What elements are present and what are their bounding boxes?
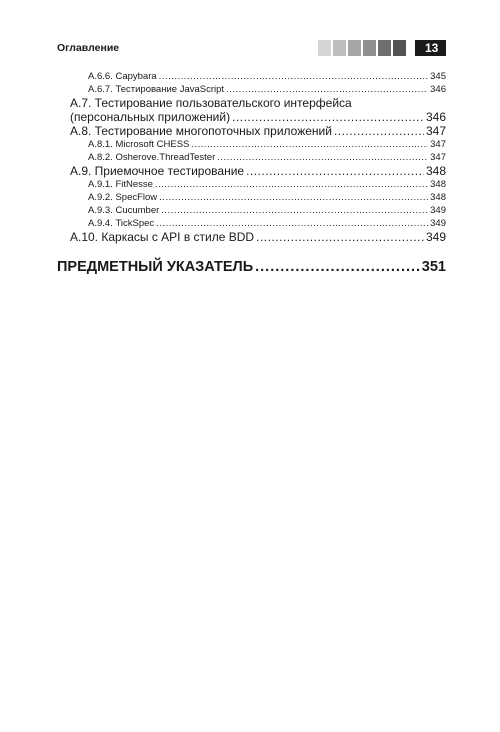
- toc-entry[interactable]: [88, 138, 446, 151]
- header-bar: [378, 40, 391, 56]
- header-bar: [393, 40, 406, 56]
- dot-leader: [155, 178, 428, 191]
- dot-leader: [246, 164, 424, 178]
- toc-entry-page: 348: [425, 164, 446, 178]
- toc-entry-page: 348: [430, 179, 446, 190]
- toc-entry-title: А.8.1. Microsoft CHESS: [88, 139, 190, 150]
- toc-entry[interactable]: [88, 204, 446, 217]
- header-decorative-bars: [318, 40, 406, 56]
- page-number: 13: [415, 40, 446, 56]
- toc-entry-title: А.10. Каркасы с API в стиле BDD: [70, 230, 255, 244]
- toc-entry[interactable]: [70, 96, 446, 110]
- toc-entry[interactable]: [88, 178, 446, 191]
- toc-entry[interactable]: [88, 151, 446, 164]
- dot-leader: [255, 259, 420, 275]
- dot-leader: [161, 204, 428, 217]
- toc-entry[interactable]: [70, 110, 446, 124]
- dot-leader: [232, 110, 424, 124]
- dot-leader: [191, 138, 428, 151]
- running-header: [57, 38, 446, 58]
- toc-entry-title: А.9.1. FitNesse: [88, 179, 153, 190]
- dot-leader: [256, 230, 424, 244]
- dot-leader: [159, 70, 428, 83]
- dot-leader: [217, 151, 428, 164]
- toc-entry-title: ПРЕДМЕТНЫЙ УКАЗАТЕЛЬ: [57, 259, 254, 275]
- toc-entry-page: 347: [430, 152, 446, 163]
- dot-leader: [334, 124, 424, 138]
- toc-entry-title: А.6.6. Capybara: [88, 71, 157, 82]
- toc-entry[interactable]: [70, 124, 446, 138]
- toc-entry-page: 349: [430, 205, 446, 216]
- toc-entry-page: 346: [430, 84, 446, 95]
- toc-entry-subject-index[interactable]: [57, 259, 446, 275]
- toc-entry[interactable]: [88, 217, 446, 230]
- table-of-contents: [70, 70, 446, 244]
- toc-entry[interactable]: [88, 70, 446, 83]
- toc-entry[interactable]: [70, 230, 446, 244]
- toc-entry-title: А.9. Приемочное тестирование: [70, 164, 245, 178]
- dot-leader: [226, 83, 428, 96]
- toc-entry-title: А.9.4. TickSpec: [88, 218, 155, 229]
- toc-entry-title: А.8.2. Osherove.ThreadTester: [88, 152, 216, 163]
- dot-leader: [159, 191, 428, 204]
- toc-entry-title: А.8. Тестирование многопоточных приложений: [70, 124, 332, 138]
- header-bar: [348, 40, 361, 56]
- toc-entry[interactable]: [88, 191, 446, 204]
- header-bar: [333, 40, 346, 56]
- toc-entry[interactable]: [70, 164, 446, 178]
- toc-entry-title: А.7. Тестирование пользовательского интерфейса: [70, 96, 352, 110]
- toc-entry[interactable]: [88, 83, 446, 96]
- toc-entry-page: 347: [430, 139, 446, 150]
- toc-entry-page: 347: [425, 124, 446, 138]
- toc-entry-page: 345: [430, 71, 446, 82]
- running-header-title: Оглавление: [57, 42, 120, 54]
- header-bar: [363, 40, 376, 56]
- toc-entry-title: (персональных приложений): [70, 110, 231, 124]
- toc-entry-title: А.6.7. Тестирование JavaScript: [88, 84, 225, 95]
- toc-entry-page: 351: [421, 259, 446, 275]
- toc-entry-title: А.9.3. Cucumber: [88, 205, 160, 216]
- dot-leader: [156, 217, 428, 230]
- toc-entry-page: 349: [425, 230, 446, 244]
- toc-entry-title: А.9.2. SpecFlow: [88, 192, 158, 203]
- toc-entry-page: 348: [430, 192, 446, 203]
- header-bar: [318, 40, 331, 56]
- toc-entry-page: 346: [425, 110, 446, 124]
- toc-entry-page: 349: [430, 218, 446, 229]
